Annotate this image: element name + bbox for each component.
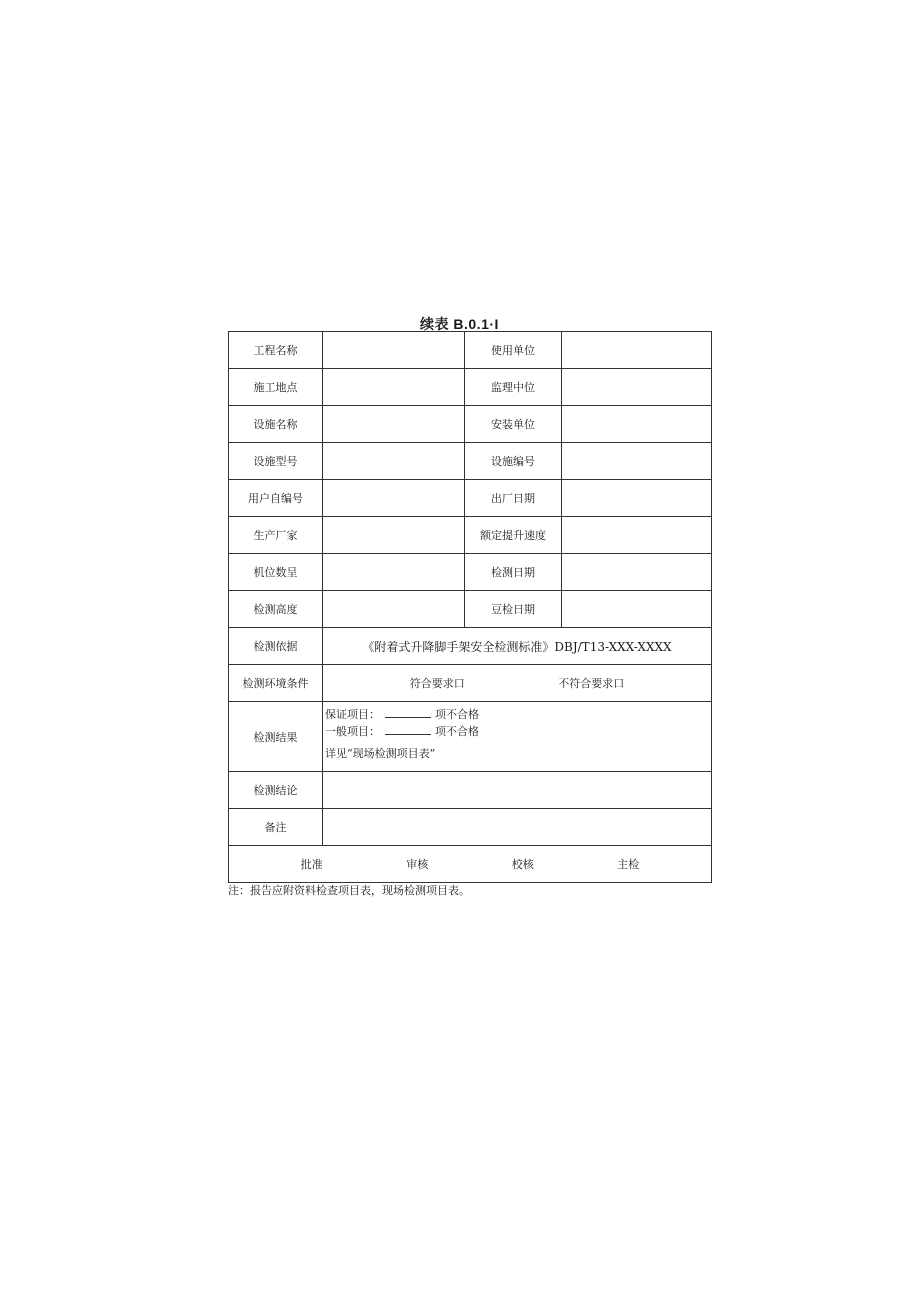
environment-fail-checkbox[interactable]: 不符合要求口: [558, 677, 625, 690]
general-items-line: [325, 723, 709, 740]
guarantee-items-suffix: 项不合格: [435, 708, 479, 721]
manufacturer-field[interactable]: [323, 517, 465, 554]
form-row: [229, 554, 712, 591]
facility-name-field[interactable]: [323, 406, 465, 443]
inspection-results-cell: [323, 702, 712, 772]
form-row: [229, 809, 712, 846]
machine-positions-label: 机位数呈: [229, 554, 323, 591]
environment-pass-checkbox[interactable]: 符合要求口: [409, 677, 465, 690]
inspection-basis-value: 《附着式升降脚手架安全检测标准》DBJ/T13-XXX-XXXX: [323, 628, 712, 665]
inspection-height-label: 检测高度: [229, 591, 323, 628]
inspector-label: 主检: [617, 858, 640, 871]
conclusion-label: 检测结论: [229, 772, 323, 809]
form-row: [229, 369, 712, 406]
user-unit-label: 使用单位: [465, 332, 562, 369]
guarantee-items-prefix: 保证项目：: [325, 708, 380, 721]
guarantee-items-blank[interactable]: [385, 706, 431, 718]
machine-positions-field[interactable]: [323, 554, 465, 591]
approve-label: 批准: [300, 858, 323, 871]
reinspection-date-field[interactable]: [562, 591, 712, 628]
inspection-results-label: 检测结果: [229, 702, 323, 772]
user-unit-field[interactable]: [562, 332, 712, 369]
inspection-date-field[interactable]: [562, 554, 712, 591]
form-row: [229, 628, 712, 665]
rated-lift-speed-label: 额定提升速度: [465, 517, 562, 554]
supervision-unit-label: 监理中位: [465, 369, 562, 406]
form-row: [229, 406, 712, 443]
general-items-blank[interactable]: [385, 723, 431, 735]
user-serial-field[interactable]: [323, 480, 465, 517]
guarantee-items-line: [325, 706, 709, 723]
page-title: 续表 B.0.1·I: [420, 316, 499, 332]
project-name-field[interactable]: [323, 332, 465, 369]
form-row: [229, 480, 712, 517]
form-row: [229, 772, 712, 809]
facility-model-field[interactable]: [323, 443, 465, 480]
installation-unit-label: 安装单位: [465, 406, 562, 443]
form-row: [229, 591, 712, 628]
remarks-label: 备注: [229, 809, 323, 846]
installation-unit-field[interactable]: [562, 406, 712, 443]
manufacture-date-label: 出厂日期: [465, 480, 562, 517]
facility-number-field[interactable]: [562, 443, 712, 480]
form-row: [229, 443, 712, 480]
inspection-height-field[interactable]: [323, 591, 465, 628]
general-items-prefix: 一般项目：: [325, 725, 380, 738]
construction-site-field[interactable]: [323, 369, 465, 406]
supervision-unit-field[interactable]: [562, 369, 712, 406]
reinspection-date-label: 豆检日期: [465, 591, 562, 628]
form-row: [229, 702, 712, 772]
general-items-suffix: 项不合格: [435, 725, 479, 738]
check-label: 校核: [511, 858, 534, 871]
facility-number-label: 设施编号: [465, 443, 562, 480]
inspection-basis-label: 检测依据: [229, 628, 323, 665]
inspection-form-table: [228, 331, 712, 883]
signature-cell: [229, 846, 712, 883]
rated-lift-speed-field[interactable]: [562, 517, 712, 554]
project-name-label: 工程名称: [229, 332, 323, 369]
form-row: [229, 517, 712, 554]
form-row: [229, 665, 712, 702]
manufacture-date-field[interactable]: [562, 480, 712, 517]
form-row: [229, 332, 712, 369]
remarks-field[interactable]: [323, 809, 712, 846]
environment-label: 检测环境条件: [229, 665, 323, 702]
environment-options: [323, 665, 712, 702]
conclusion-field[interactable]: [323, 772, 712, 809]
user-serial-label: 用户自编号: [229, 480, 323, 517]
facility-name-label: 设施名称: [229, 406, 323, 443]
inspection-date-label: 检测日期: [465, 554, 562, 591]
facility-model-label: 设施型号: [229, 443, 323, 480]
results-detail: 详见“现场检测项目表”: [325, 747, 436, 760]
review-label: 审核: [406, 858, 429, 871]
signature-row: [229, 846, 712, 883]
footnote: 注：报告应附资料检查项目表，现场检测项目表。: [228, 884, 470, 897]
manufacturer-label: 生产厂家: [229, 517, 323, 554]
construction-site-label: 施工地点: [229, 369, 323, 406]
